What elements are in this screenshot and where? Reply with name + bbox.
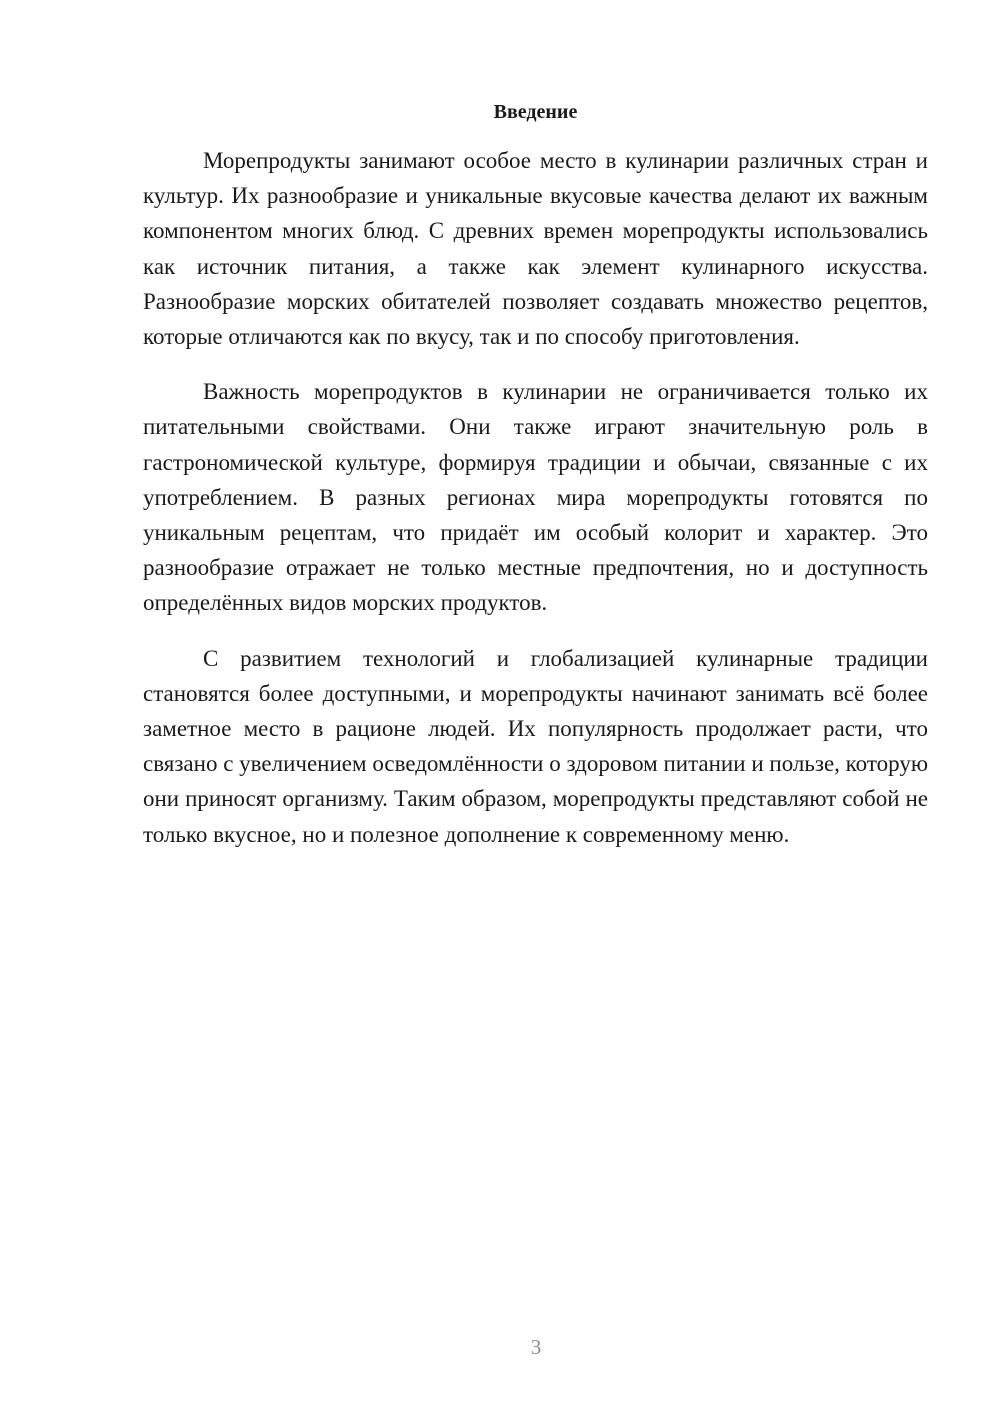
paragraph-3: С развитием технологий и глобализацией кулинарные традиции становятся более доступными, и морепродукты начинают занимать всё более заметное место в рационе людей. Их популярность продолжает расти, что связано с увеличением осведомлённости о здоровом питании и пользе, которую они приносят организму. Таким образом, морепродукты представляют собой не только вкусное, но и полезное дополнение к современному меню.	[143, 645, 928, 847]
body-text	[143, 143, 928, 872]
paragraph-2: Важность морепродуктов в кулинарии не ограничивается только их питательными свойствами. Они также играют значительную роль в гастрономической культуре, формируя традиции и обычаи, связанные с их употреблением. В разных регионах мира морепродукты готовятся по уникальным рецептам, что придаёт им особый колорит и характер. Это разнообразие отражает не только местные предпочтения, но и доступность определённых видов морских продуктов.	[143, 379, 928, 616]
page-number: 3	[530, 1335, 542, 1359]
section-title: Введение	[493, 101, 578, 123]
paragraph-1: Морепродукты занимают особое место в кулинарии различных стран и культур. Их разнообразие и уникальные вкусовые качества делают их важным компонентом многих блюд. С древних времен морепродукты использовались как источник питания, а также как элемент кулинарного искусства. Разнообразие морских обитателей позволяет создавать множество рецептов, которые отличаются как по вкусу, так и по способу приготовления.	[143, 148, 928, 350]
